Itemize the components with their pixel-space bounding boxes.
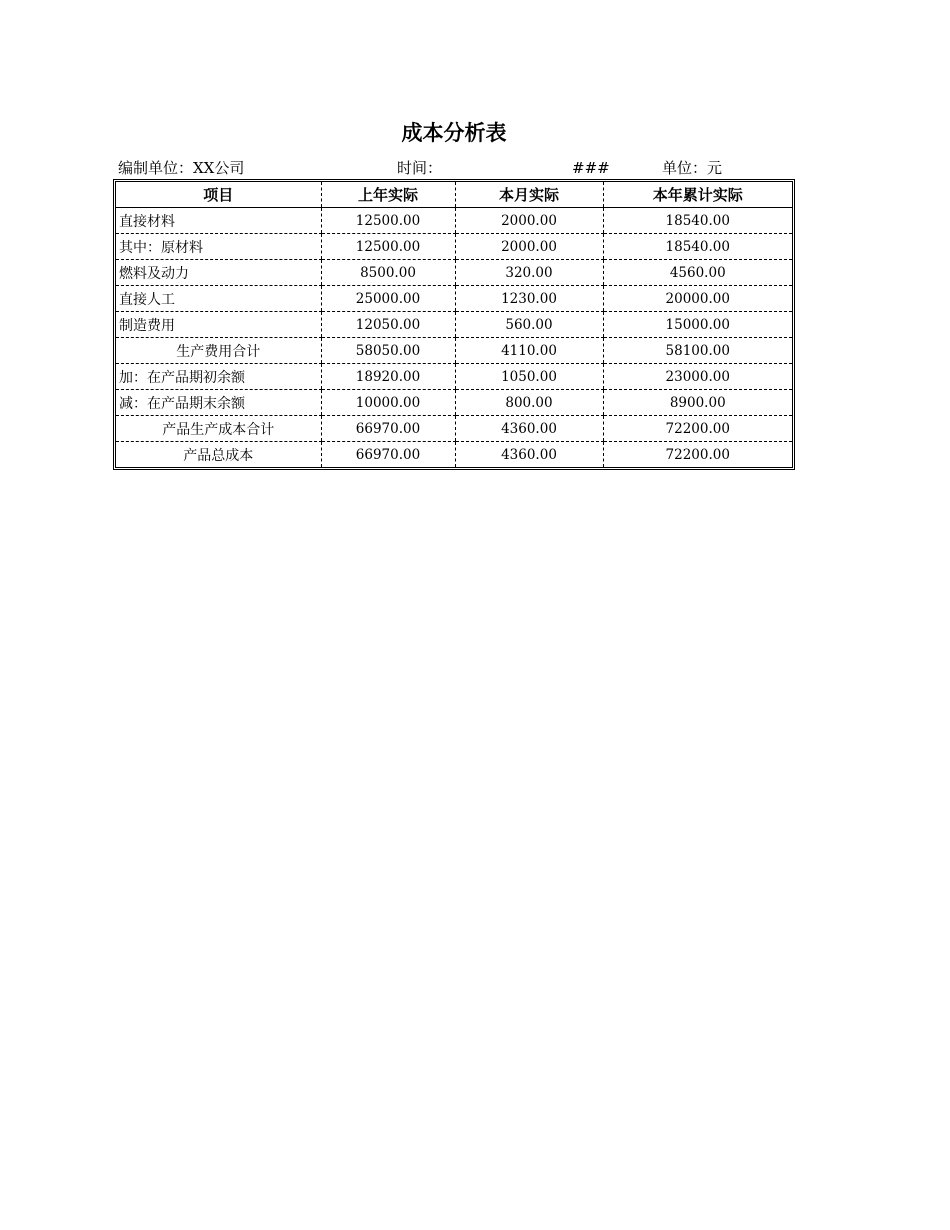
- row-this-month-value: 2000.00: [455, 208, 603, 234]
- table-row: [116, 338, 792, 364]
- row-last-year-value: 58050.00: [321, 338, 455, 364]
- row-ytd-value: 15000.00: [603, 312, 792, 338]
- row-last-year-value: 18920.00: [321, 364, 455, 390]
- row-item: 制造费用: [116, 312, 321, 338]
- row-this-month-value: 4360.00: [455, 442, 603, 468]
- table-row: [116, 286, 792, 312]
- preparing-unit: 编制单位：XX公司: [118, 159, 245, 177]
- table-row: [116, 442, 792, 468]
- row-item: 加：在产品期初余额: [116, 364, 321, 390]
- row-ytd-value: 72200.00: [603, 442, 792, 468]
- row-ytd-value: 72200.00: [603, 416, 792, 442]
- row-ytd-value: 18540.00: [603, 234, 792, 260]
- row-this-month-value: 2000.00: [455, 234, 603, 260]
- currency-unit: 单位：元: [662, 159, 723, 177]
- table-row: [116, 312, 792, 338]
- row-ytd-value: 8900.00: [603, 390, 792, 416]
- row-item: 其中：原材料: [116, 234, 321, 260]
- table-row: [116, 234, 792, 260]
- row-last-year-value: 10000.00: [321, 390, 455, 416]
- header-this-month: 本月实际: [455, 182, 603, 208]
- row-item: 生产费用合计: [116, 338, 321, 364]
- row-last-year-value: 8500.00: [321, 260, 455, 286]
- row-ytd-value: 18540.00: [603, 208, 792, 234]
- table-row: [116, 416, 792, 442]
- row-item: 产品生产成本合计: [116, 416, 321, 442]
- row-item: 产品总成本: [183, 447, 254, 464]
- row-last-year-value: 12050.00: [321, 312, 455, 338]
- row-ytd-value: 4560.00: [603, 260, 792, 286]
- header-last-year: 上年实际: [321, 182, 455, 208]
- cost-table: [116, 182, 792, 467]
- row-ytd-value: 23000.00: [603, 364, 792, 390]
- row-last-year-value: 25000.00: [321, 286, 455, 312]
- cost-analysis-table: [113, 179, 795, 470]
- row-this-month-value: 560.00: [455, 312, 603, 338]
- row-this-month-value: 4360.00: [455, 416, 603, 442]
- header-item: 项目: [116, 182, 321, 208]
- table-row: [116, 208, 792, 234]
- row-item: 直接人工: [116, 286, 321, 312]
- row-item: 燃料及动力: [116, 260, 321, 286]
- page-title: 成本分析表: [401, 121, 507, 145]
- time-label: 时间：: [397, 159, 443, 177]
- row-ytd-value: 20000.00: [603, 286, 792, 312]
- row-this-month-value: 4110.00: [455, 338, 603, 364]
- row-last-year-value: 12500.00: [321, 208, 455, 234]
- row-this-month-value: 320.00: [455, 260, 603, 286]
- header-ytd: 本年累计实际: [603, 182, 792, 208]
- time-value: ###: [572, 159, 610, 177]
- table-row: [116, 260, 792, 286]
- row-item: 直接材料: [116, 208, 321, 234]
- row-item: 减：在产品期末余额: [116, 390, 321, 416]
- row-this-month-value: 1230.00: [455, 286, 603, 312]
- table-row: [116, 364, 792, 390]
- row-last-year-value: 66970.00: [321, 416, 455, 442]
- row-last-year-value: 12500.00: [321, 234, 455, 260]
- row-this-month-value: 800.00: [455, 390, 603, 416]
- table-row: [116, 390, 792, 416]
- row-this-month-value: 1050.00: [455, 364, 603, 390]
- table-body: [116, 208, 792, 468]
- row-last-year-value: 66970.00: [321, 442, 455, 468]
- row-ytd-value: 58100.00: [603, 338, 792, 364]
- table-header-row: [116, 182, 792, 208]
